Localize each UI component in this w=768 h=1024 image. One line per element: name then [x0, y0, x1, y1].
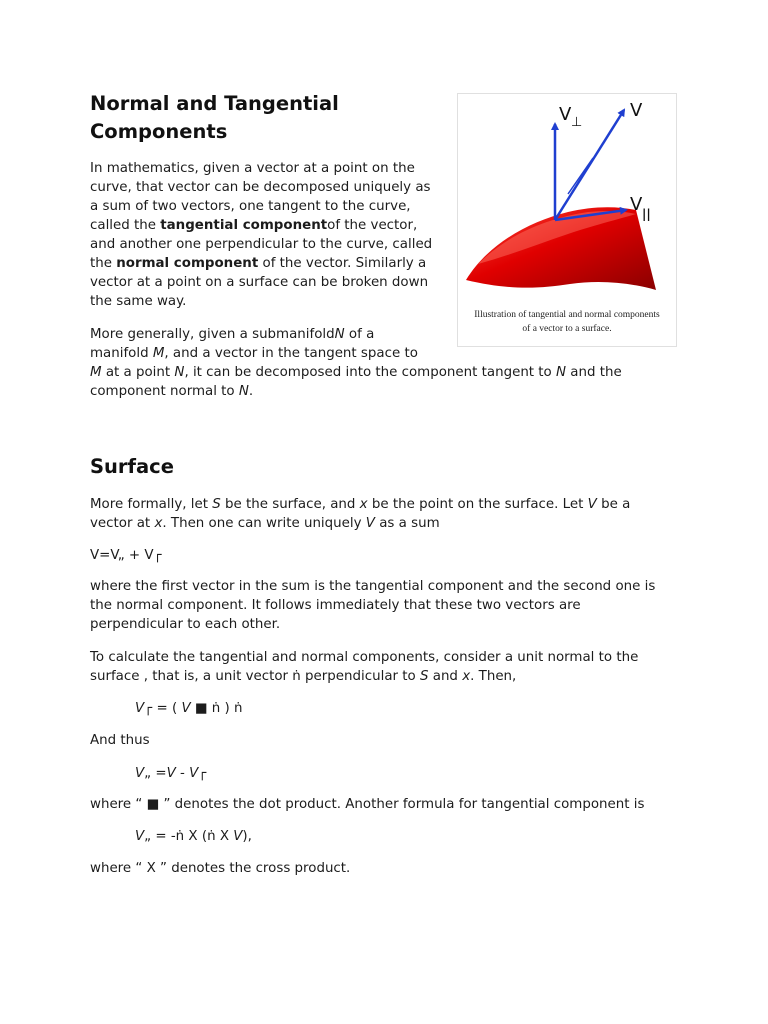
surface-paragraph-2 [90, 577, 690, 634]
cross-product-note [90, 859, 690, 878]
and-thus-text [90, 731, 150, 750]
text: ┌ [198, 766, 207, 781]
projection-dashed-line [568, 158, 593, 194]
text: And thus [90, 733, 150, 748]
title-line-1: Normal and Tangential [90, 92, 339, 115]
vector-v-arrow [555, 110, 624, 220]
text: the same way. [90, 294, 187, 309]
text: . Then one can write uniquely [162, 516, 366, 531]
math-var: N [556, 365, 567, 380]
label-v: V [630, 100, 643, 121]
text: where the first vector in the sum is the tangential component and the second one is [90, 579, 656, 594]
label-v-par: V [630, 194, 643, 215]
math-var: x [154, 516, 163, 531]
math-var: V [166, 766, 176, 781]
section-title-surface: Surface [90, 455, 174, 478]
text: and the [566, 365, 622, 380]
math-var: M [152, 346, 165, 361]
text: perpendicular to each other. [90, 617, 281, 632]
text: More formally, let [90, 497, 213, 512]
math-var: N [174, 365, 185, 380]
math-var: V [233, 829, 243, 844]
intro-paragraph [90, 159, 450, 311]
math-var: S [419, 669, 429, 684]
math-var: S [212, 497, 221, 512]
text: curve, that vector can be decomposed uniquely as [90, 180, 431, 195]
text: at a point [101, 365, 175, 380]
text: „ = -ṅ X (ṅ X [144, 829, 234, 844]
text: of the vector. Similarly a [258, 256, 427, 271]
surface-vector-illustration [458, 94, 676, 308]
label-v-perp: V [559, 104, 572, 125]
equation-sum [90, 546, 162, 565]
caption-line-2: of a vector to a surface. [522, 324, 612, 334]
text: and another one perpendicular to the curve, called [90, 237, 433, 252]
math-var: V [181, 701, 191, 716]
text: vector at [90, 516, 155, 531]
math-var: N [334, 327, 345, 342]
caption-line-1: Illustration of tangential and normal components [474, 310, 660, 320]
text: be a [596, 497, 631, 512]
term-normal-component: normal component [116, 256, 259, 271]
math-var: x [359, 497, 368, 512]
math-var: M [90, 365, 102, 380]
text: be the point on the surface. Let [367, 497, 588, 512]
figure-caption [458, 308, 676, 336]
math-var: V [135, 701, 145, 716]
text: - [175, 766, 190, 781]
text: surface , that is, a unit vector ṅ perpendicular to [90, 669, 420, 684]
term-tangential-component: tangential component [160, 218, 328, 233]
text: called the [90, 218, 161, 233]
vector-components-figure [457, 93, 677, 347]
text: , it can be decomposed into the component tangent to [184, 365, 557, 380]
math-var: x [462, 669, 471, 684]
text: , and a vector in the tangent space to [164, 346, 418, 361]
text: vector at a point on a surface can be broken down [90, 275, 429, 290]
text: and [428, 669, 463, 684]
math-var: V [189, 766, 199, 781]
equation-normal-component [135, 699, 243, 718]
surface-paragraph-3 [90, 648, 690, 686]
text: of the vector, [327, 218, 418, 233]
equation-cross-product-formula [135, 827, 252, 846]
label-v-par-sub: || [642, 207, 651, 221]
text: of a [344, 327, 375, 342]
text: where “ ■ ” denotes the dot product. Another formula for tangential component is [90, 797, 645, 812]
text: ), [242, 829, 252, 844]
text: . Then, [470, 669, 517, 684]
math-var: N [238, 384, 249, 399]
text: To calculate the tangential and normal components, consider a unit normal to the [90, 650, 639, 665]
dot-product-note [90, 795, 690, 814]
math-var: V [365, 516, 375, 531]
equation-tangential-component [135, 764, 206, 783]
text: manifold [90, 346, 153, 361]
surface-paragraph-1 [90, 495, 690, 533]
equation-text: V=V„ + V┌ [90, 548, 162, 563]
text: In mathematics, given a vector at a point on the [90, 161, 415, 176]
title-line-2: Components [90, 120, 228, 143]
text: ┌ = ( [144, 701, 182, 716]
label-v-perp-sub: ⊥ [571, 115, 583, 130]
text: the [90, 256, 117, 271]
text: ■ ṅ ) ṅ [190, 701, 243, 716]
math-var: V [587, 497, 597, 512]
text: be the surface, and [220, 497, 360, 512]
text: where “ X ” denotes the cross product. [90, 861, 351, 876]
math-var: V [135, 829, 145, 844]
text: the normal component. It follows immediately that these two vectors are [90, 598, 581, 613]
text: „ = [144, 766, 167, 781]
text: as a sum [374, 516, 440, 531]
text: a sum of two vectors, one tangent to the curve, [90, 199, 411, 214]
math-var: V [135, 766, 145, 781]
section-title-normal-tangential [90, 90, 339, 146]
text: . [248, 384, 254, 399]
text: component normal to [90, 384, 239, 399]
text: More generally, given a submanifold [90, 327, 335, 342]
